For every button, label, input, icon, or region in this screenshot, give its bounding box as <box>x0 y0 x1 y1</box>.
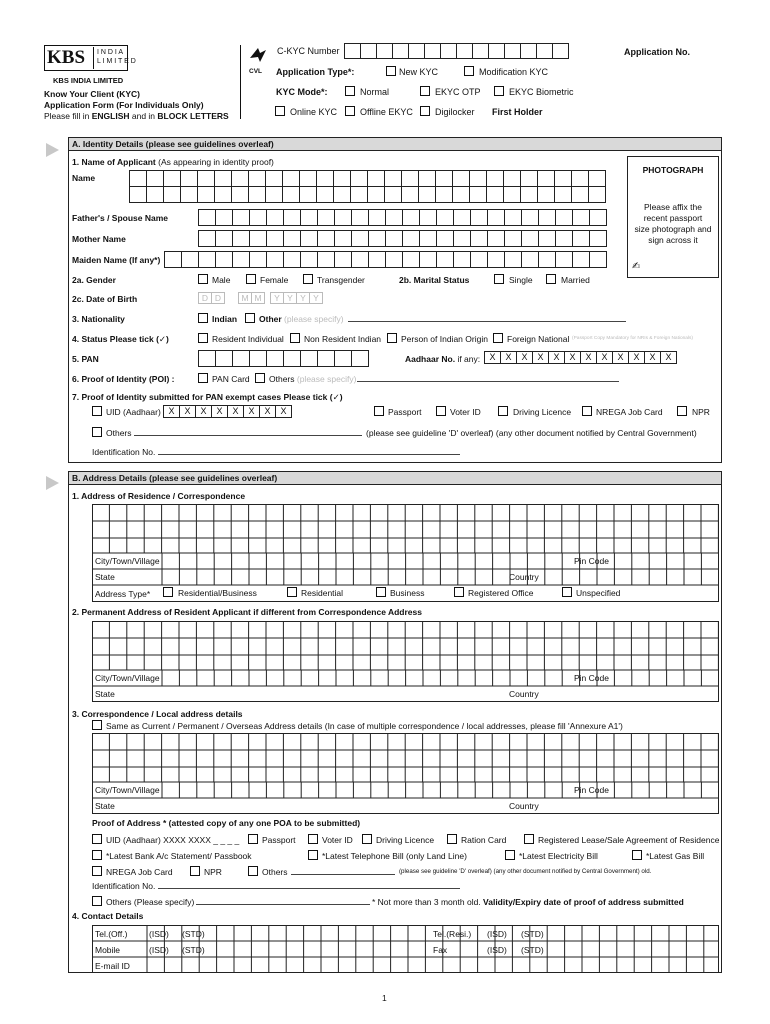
local-address-grid[interactable] <box>92 733 719 814</box>
indian-checkbox[interactable] <box>198 313 208 323</box>
q7-ident-no-line[interactable] <box>158 454 460 455</box>
gender-label: 2a. Gender <box>72 275 116 285</box>
digilocker-checkbox[interactable] <box>420 106 430 116</box>
poa-passport-label: Passport <box>262 835 296 845</box>
pan-grid[interactable] <box>198 350 369 367</box>
poa-electricity-label: *Latest Electricity Bill <box>519 851 598 861</box>
ckyc-number-boxes[interactable] <box>344 43 569 59</box>
poa-uid-checkbox[interactable] <box>92 834 102 844</box>
mother-name-label: Mother Name <box>72 234 126 244</box>
kyc-mode-label: KYC Mode*: <box>276 87 328 97</box>
photo-instruction-4: sign across it <box>648 235 698 245</box>
company-name: KBS INDIA LIMITED <box>53 76 124 85</box>
npr-checkbox[interactable] <box>677 406 687 416</box>
voter-id-label: Voter ID <box>450 407 481 417</box>
registered-office-checkbox[interactable] <box>454 587 464 597</box>
application-no-label: Application No. <box>624 47 690 57</box>
poa-others-line[interactable] <box>291 874 395 875</box>
page-number: 1 <box>382 993 387 1003</box>
permanent-address-grid[interactable] <box>92 621 719 702</box>
cvl-logo <box>246 44 270 78</box>
poa-npr-label: NPR <box>204 867 222 877</box>
perm-city-label: City/Town/Village <box>95 673 160 683</box>
local-state-label: State <box>95 801 115 811</box>
logo-sub-2: L I M I T E D <box>97 58 136 65</box>
residential-checkbox[interactable] <box>287 587 297 597</box>
pan-label: 5. PAN <box>72 354 99 364</box>
npr-label: NPR <box>692 407 710 417</box>
q7-others-hint: (please see guideline 'D' overleaf) (any other document notified by Central Government) <box>366 428 697 438</box>
online-kyc-checkbox[interactable] <box>275 106 285 116</box>
local-grid-lines <box>92 733 719 814</box>
indian-label: Indian <box>212 314 238 324</box>
married-label: Married <box>561 275 590 285</box>
uid-checkbox[interactable] <box>92 406 102 416</box>
address-type-label: Address Type* <box>95 589 151 599</box>
logo <box>44 45 136 71</box>
marital-status-label: 2b. Marital Status <box>399 275 470 285</box>
section-a-arrow-icon <box>46 143 59 157</box>
poa-passport-checkbox[interactable] <box>248 834 258 844</box>
city-label: City/Town/Village <box>95 556 160 566</box>
section-b-arrow-icon <box>46 476 59 490</box>
nrega-label: NREGA Job Card <box>596 407 663 417</box>
aadhaar-label: Aadhaar No. if any: <box>405 354 481 364</box>
mobile-std-label: (STD) <box>182 945 205 955</box>
tel-off-std-label: (STD) <box>182 929 205 939</box>
poa-telephone-label: *Latest Telephone Bill (only Land Line) <box>322 851 467 861</box>
modification-kyc-label: Modification KYC <box>479 67 549 77</box>
poa-npr-checkbox[interactable] <box>190 866 200 876</box>
same-as-current-checkbox[interactable] <box>92 720 102 730</box>
section-b-header: B. Address Details (please see guidelines overleaf) <box>68 471 722 485</box>
other-nationality-line[interactable] <box>348 321 626 322</box>
poa-telephone-checkbox[interactable] <box>308 850 318 860</box>
others-specify-line[interactable] <box>196 904 370 905</box>
poa-driving-label: Driving Licence <box>376 835 435 845</box>
tel-off-label: Tel.(Off.) <box>95 929 128 939</box>
ekyc-biometric-checkbox[interactable] <box>494 86 504 96</box>
poa-lease-checkbox[interactable] <box>524 834 534 844</box>
poa-others-label: Others <box>262 867 288 877</box>
first-holder-label: First Holder <box>492 107 543 117</box>
driving-licence-label: Driving Licence <box>513 407 572 417</box>
pin-code-label: Pin Code <box>574 556 609 566</box>
validity-note: * Not more than 3 month old. Validity/Expiry date of proof of address submitted <box>372 897 684 907</box>
signature-pen-icon: ✍ <box>632 261 641 272</box>
local-country-label: Country <box>509 801 539 811</box>
poa-electricity-checkbox[interactable] <box>505 850 515 860</box>
country-label: Country <box>509 572 539 582</box>
residential-label: Residential <box>301 588 344 598</box>
unspecified-checkbox[interactable] <box>562 587 572 597</box>
poa-title: Proof of Address * (attested copy of any one POA to be submitted) <box>92 818 361 828</box>
pio-label: Person of Indian Origin <box>401 334 488 344</box>
poa-hint: (please see guideline 'D' overleaf) (any other document notified by Central Government) old. <box>399 868 652 875</box>
perm-country-label: Country <box>509 689 539 699</box>
fax-isd-label: (ISD) <box>487 945 507 955</box>
offline-ekyc-label: Offline EKYC <box>360 107 413 117</box>
status-hint: (Passport Copy Mandatory for NRIs & Foreign Nationals) <box>572 336 694 341</box>
business-checkbox[interactable] <box>376 587 386 597</box>
maiden-name-grid[interactable] <box>164 251 607 268</box>
fill-instruction: Please fill in ENGLISH and in BLOCK LETTERS <box>44 111 229 121</box>
new-kyc-checkbox[interactable] <box>386 66 396 76</box>
section-a-header: A. Identity Details (please see guidelines overleaf) <box>68 137 722 151</box>
status-label: 4. Status Please tick (✓) <box>72 334 169 344</box>
poa-ration-label: Ration Card <box>461 835 507 845</box>
mother-name-grid[interactable] <box>198 230 607 247</box>
name-of-applicant-label: 1. Name of Applicant (As appearing in identity proof) <box>72 157 274 167</box>
resident-individual-label: Resident Individual <box>212 334 284 344</box>
poi-others-checkbox[interactable] <box>255 373 265 383</box>
photo-instruction-1: Please affix the <box>644 202 702 212</box>
local-pin-label: Pin Code <box>574 785 609 795</box>
poi-label: 6. Proof of Identity (POI) : <box>72 374 175 384</box>
foreign-national-label: Foreign National <box>507 334 570 344</box>
modification-kyc-checkbox[interactable] <box>464 66 474 76</box>
female-label: Female <box>260 275 289 285</box>
online-kyc-label: Online KYC <box>290 107 338 117</box>
new-kyc-label: New KYC <box>399 67 439 77</box>
father-spouse-label: Father's / Spouse Name <box>72 213 169 223</box>
permanent-grid-lines <box>92 621 719 702</box>
poa-nrega-label: NREGA Job Card <box>106 867 173 877</box>
application-type-label: Application Type*: <box>276 67 355 77</box>
q7-ident-no-label: Identification No. <box>92 447 156 457</box>
tel-resi-label: Tel.(Resi.) <box>433 929 472 939</box>
logo-main: KBS <box>47 47 86 68</box>
tel-off-isd-label: (ISD) <box>149 929 169 939</box>
transgender-checkbox[interactable] <box>303 274 313 284</box>
contact-details-label: 4. Contact Details <box>72 911 144 921</box>
perm-state-label: State <box>95 689 115 699</box>
permanent-address-label: 2. Permanent Address of Resident Applicant if different from Correspondence Address <box>72 607 422 617</box>
registered-office-label: Registered Office <box>468 588 534 598</box>
poa-ident-no-label: Identification No. <box>92 881 156 891</box>
business-label: Business <box>390 588 425 598</box>
cvl-emblem-icon <box>246 44 270 68</box>
driving-licence-checkbox[interactable] <box>498 406 508 416</box>
male-label: Male <box>212 275 231 285</box>
dob-boxes[interactable]: D D M M Y Y Y Y <box>198 292 322 304</box>
photo-instruction-2: recent passport <box>643 213 703 223</box>
uid-label: UID (Aadhaar) <box>106 407 161 417</box>
nri-checkbox[interactable] <box>290 333 300 343</box>
logo-sub-1: I N D I A <box>97 49 124 56</box>
form-title-2: Application Form (For Individuals Only) <box>44 100 204 110</box>
transgender-label: Transgender <box>317 275 365 285</box>
poa-voter-label: Voter ID <box>322 835 353 845</box>
resident-individual-checkbox[interactable] <box>198 333 208 343</box>
q7-others-label: Others <box>106 428 132 438</box>
photograph-box[interactable] <box>627 156 719 278</box>
pio-checkbox[interactable] <box>387 333 397 343</box>
poa-ident-no-line[interactable] <box>158 888 460 889</box>
poi-others-line[interactable] <box>357 381 619 382</box>
tel-resi-std-label: (STD) <box>521 929 544 939</box>
email-label: E-mail ID <box>95 961 130 971</box>
digilocker-label: Digilocker <box>435 107 475 117</box>
ckyc-label: C-KYC Number <box>277 46 340 56</box>
cvl-text: CVL <box>249 68 262 75</box>
normal-label: Normal <box>360 87 390 97</box>
fax-label: Fax <box>433 945 448 955</box>
poa-nrega-checkbox[interactable] <box>92 866 102 876</box>
offline-ekyc-checkbox[interactable] <box>345 106 355 116</box>
poa-gas-checkbox[interactable] <box>632 850 642 860</box>
other-nationality-checkbox[interactable] <box>245 313 255 323</box>
residential-business-label: Residential/Business <box>178 588 257 598</box>
passport-checkbox[interactable] <box>374 406 384 416</box>
ekyc-otp-checkbox[interactable] <box>420 86 430 96</box>
poa-bank-checkbox[interactable] <box>92 850 102 860</box>
male-checkbox[interactable] <box>198 274 208 284</box>
same-as-current-label: Same as Current / Permanent / Overseas Address details (In case of multiple correspondence / local addresses, please fill 'Annexure A1') <box>106 721 623 731</box>
others-specify-checkbox[interactable] <box>92 896 102 906</box>
voter-id-checkbox[interactable] <box>436 406 446 416</box>
pan-card-checkbox[interactable] <box>198 373 208 383</box>
married-checkbox[interactable] <box>546 274 556 284</box>
poa-bank-label: *Latest Bank A/c Statement/ Passbook <box>106 851 252 861</box>
normal-checkbox[interactable] <box>345 86 355 96</box>
form-title-1: Know Your Client (KYC) <box>44 89 141 99</box>
nationality-label: 3. Nationality <box>72 314 125 324</box>
poa-ration-checkbox[interactable] <box>447 834 457 844</box>
residence-address-label: 1. Address of Residence / Correspondence <box>72 491 246 501</box>
single-label: Single <box>509 275 533 285</box>
q7-others-line[interactable] <box>134 435 362 436</box>
other-nationality-label: Other (please specify) <box>259 314 344 324</box>
single-checkbox[interactable] <box>494 274 504 284</box>
name-grid[interactable] <box>129 170 606 203</box>
name-label: Name <box>72 173 96 183</box>
passport-label: Passport <box>388 407 422 417</box>
fax-std-label: (STD) <box>521 945 544 955</box>
pan-card-label: PAN Card <box>212 374 250 384</box>
mobile-label: Mobile <box>95 945 121 955</box>
ekyc-otp-label: EKYC OTP <box>435 87 481 97</box>
others-specify-label: Others (Please specify) <box>106 897 195 907</box>
uid-mask-boxes[interactable]: X X X X X X X X <box>163 405 291 418</box>
nrega-checkbox[interactable] <box>582 406 592 416</box>
dob-label: 2c. Date of Birth <box>72 294 138 304</box>
q7-others-checkbox[interactable] <box>92 427 102 437</box>
poa-driving-checkbox[interactable] <box>362 834 372 844</box>
father-name-grid[interactable] <box>198 209 607 226</box>
ekyc-biometric-label: EKYC Biometric <box>509 87 574 97</box>
local-city-label: City/Town/Village <box>95 785 160 795</box>
foreign-national-checkbox[interactable] <box>493 333 503 343</box>
poa-lease-label: Registered Lease/Sale Agreement of Residence <box>538 835 720 845</box>
photograph-title: PHOTOGRAPH <box>642 165 704 175</box>
maiden-name-label: Maiden Name (If any*) <box>72 255 161 265</box>
mobile-isd-label: (ISD) <box>149 945 169 955</box>
poa-uid-label: UID (Aadhaar) XXXX XXXX _ _ _ _ <box>106 835 240 845</box>
poi-others-label: Others (please specify) <box>269 374 357 384</box>
perm-pin-label: Pin Code <box>574 673 609 683</box>
female-checkbox[interactable] <box>246 274 256 284</box>
nri-label: Non Resident Indian <box>304 334 382 344</box>
tel-resi-isd-label: (ISD) <box>487 929 507 939</box>
poa-voter-checkbox[interactable] <box>308 834 318 844</box>
residential-business-checkbox[interactable] <box>163 587 173 597</box>
photo-instruction-3: size photograph and <box>634 224 712 234</box>
pan-exempt-label: 7. Proof of Identity submitted for PAN exempt cases Please tick (✓) <box>72 392 343 402</box>
aadhaar-mask-boxes[interactable]: X X X X X X X X X X X X <box>484 351 676 364</box>
poa-gas-label: *Latest Gas Bill <box>646 851 705 861</box>
unspecified-label: Unspecified <box>576 588 621 598</box>
state-label: State <box>95 572 115 582</box>
poa-others-checkbox[interactable] <box>248 866 258 876</box>
local-address-label: 3. Correspondence / Local address details <box>72 709 243 719</box>
